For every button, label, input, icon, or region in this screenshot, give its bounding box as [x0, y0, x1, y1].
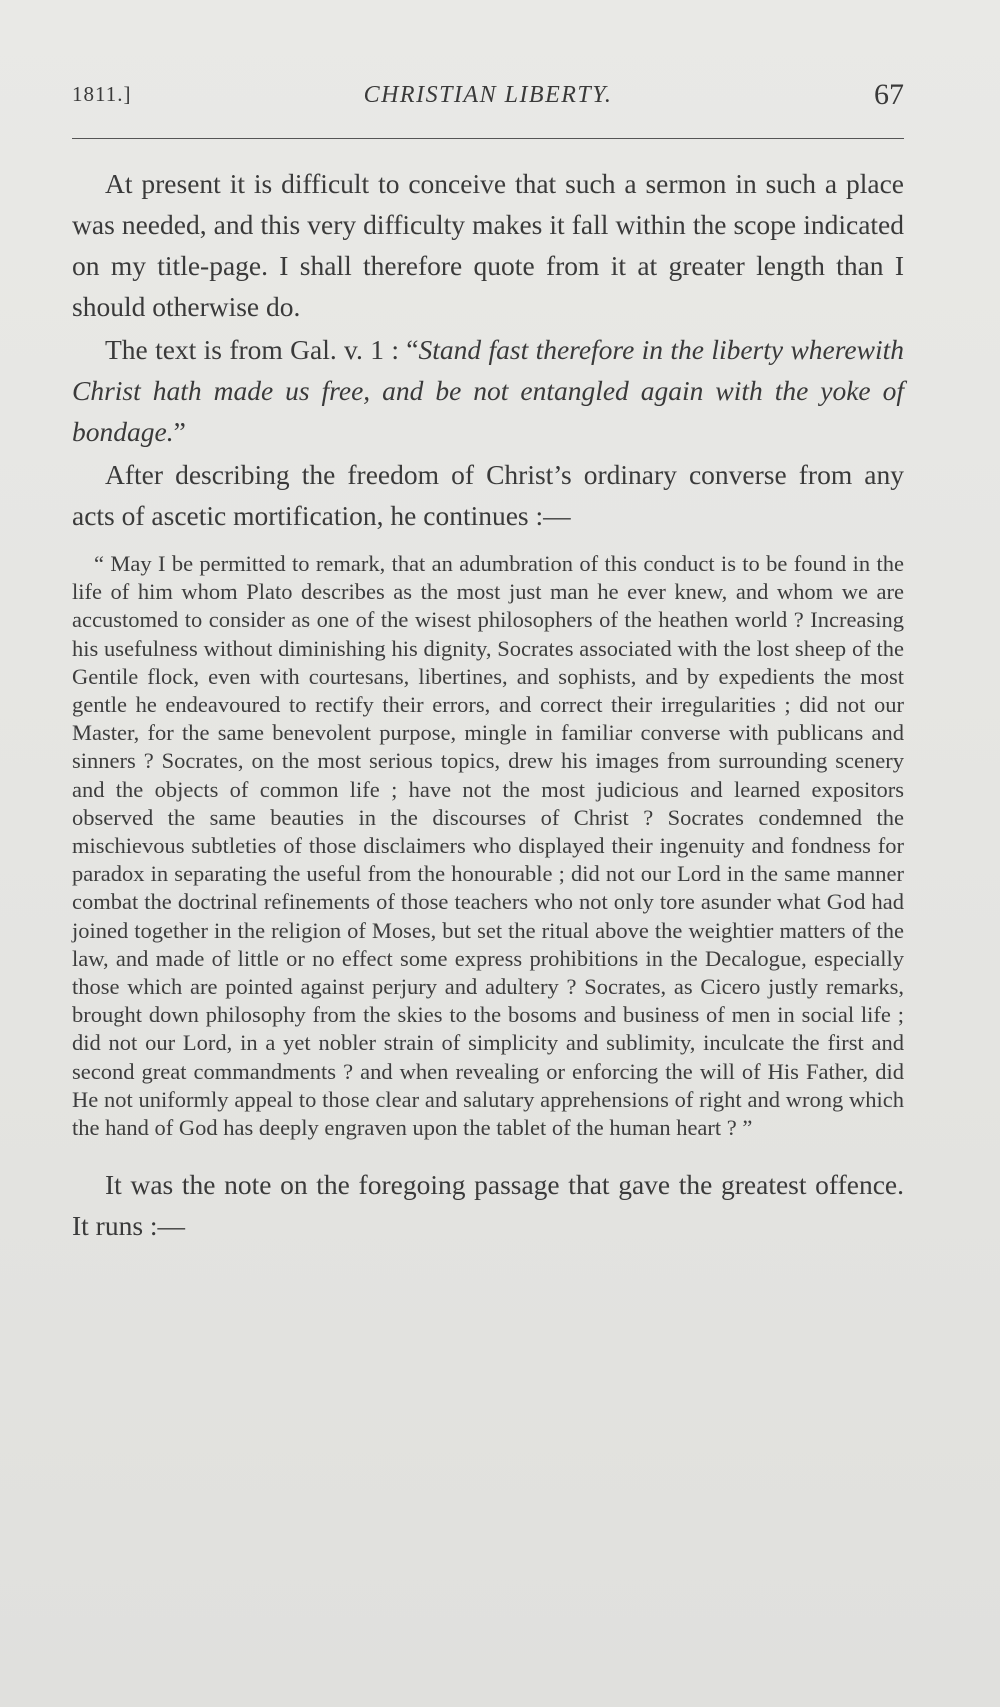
header-year: 1811.] [72, 82, 132, 106]
paragraph-continues: After describing the freedom of Christ’s ordinary converse from any acts of ascetic mortification, he continues :— [72, 459, 904, 531]
block-quote-sermon: “ May I be permitted to remark, that an adumbration of this conduct is to be found in the life of him whom Plato describes as the most just man he ever knew, and whom we are accustomed to consider as one of the wisest philosophers of the heathen world ? Increasing his usefulness without diminishing his dignity, Socrates associated with the lost sheep of the Gentile flock, even with courtesans, libertines, and sophists, and by expedients the most gentle he endeavoured to rectify their errors, and correct their irregularities ; did not our Master, for the same benevolent purpose, mingle in familiar converse with publicans and sinners ? Socrates, on the most serious topics, drew his images from surrounding scenery and the objects of common life ; have not the most judicious and learned expositors observed the same beauties in the discourses of Christ ? Socrates condemned the mischievous subtleties of those disclaimers who displayed their ingenuity and fondness for paradox in separating the useful from the honourable ; did not our Lord in the same manner combat the doctrinal refinements of those teachers who not only tore asunder what God had joined together in the religion of Moses, but set the ritual above the weightier matters of the law, and made of little or no effect some express prohibitions in the Decalogue, especially those which are pointed against perjury and adultery ? Socrates, as Cicero justly remarks, brought down philosophy from the skies to the bosoms and business of men in social life ; did not our Lord, in a yet nobler strain of simplicity and sublimity, inculcate the first and second great commandments ? and when revealing or enforcing the will of His Father, did He not uniformly appeal to those clear and salutary apprehensions of right and wrong which the hand of God has deeply engraven upon the tablet of the human heart ? ” [72, 551, 904, 1141]
body-text [72, 163, 904, 1246]
paragraph-note-offence: It was the note on the foregoing passage that gave the greatest offence. It runs :— [72, 1169, 904, 1242]
paragraph-scripture-text [72, 329, 904, 452]
paragraph-intro: At present it is difficult to conceive that such a sermon in such a place was needed, and this very difficulty makes it fall within the scope indicated on my title-page. I shall therefore quote from it at greater length than I should otherwise do. [72, 168, 904, 322]
page-header [72, 78, 904, 118]
scripture-close-quote: ” [173, 416, 186, 447]
header-rule [72, 138, 904, 139]
scripture-quote: Stand fast therefore in the liberty wherewith Christ hath made us free, and be not entangled again with the yoke of bondage. [72, 334, 905, 447]
scripture-reference: The text is from Gal. v. 1 : “ [105, 334, 419, 365]
page-number: 67 [874, 78, 904, 111]
running-title: CHRISTIAN LIBERTY. [363, 82, 613, 108]
